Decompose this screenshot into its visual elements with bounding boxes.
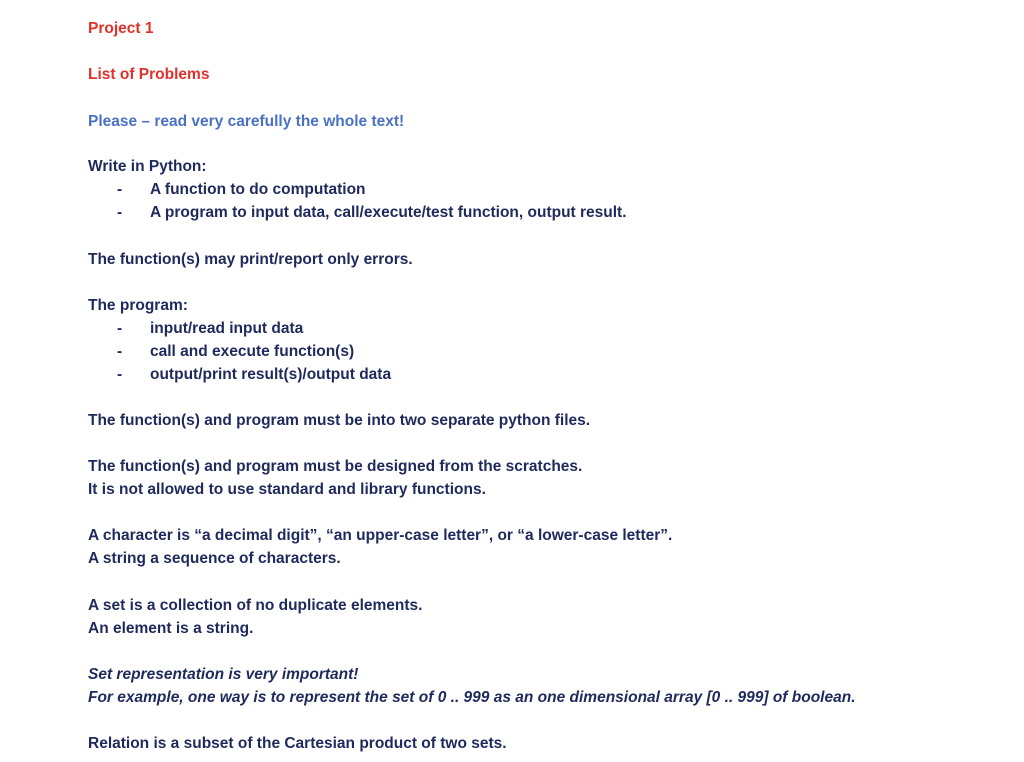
bullet-dash: - [117,320,123,337]
program-item-text: call and execute function(s) [150,343,355,360]
write-item-text: A function to do computation [150,181,366,198]
write-in-python-heading: Write in Python: [88,158,207,175]
set-representation-note: Set representation is very important! [88,666,359,683]
string-definition: A string a sequence of characters. [88,550,341,567]
bullet-dash: - [117,343,123,360]
scratch-text-2: It is not allowed to use standard and library functions. [88,481,486,498]
program-item-text: input/read input data [150,320,304,337]
write-item-text: A program to input data, call/execute/test function, output result. [150,204,627,221]
bullet-dash: - [117,181,123,198]
list-heading: List of Problems [88,66,210,83]
set-representation-example: For example, one way is to represent the set of 0 .. 999 as an one dimensional array [0 .. 999] of boolean. [88,689,856,706]
relation-definition: Relation is a subset of the Cartesian product of two sets. [88,735,507,752]
bullet-dash: - [117,366,123,383]
program-item-text: output/print result(s)/output data [150,366,392,383]
scratch-text-1: The function(s) and program must be designed from the scratches. [88,458,583,475]
element-definition: An element is a string. [88,620,254,637]
program-heading: The program: [88,297,188,314]
separate-files-text: The function(s) and program must be into two separate python files. [88,412,591,429]
character-definition: A character is “a decimal digit”, “an upper-case letter”, or “a lower-case letter”. [88,527,673,544]
function-errors-text: The function(s) may print/report only errors. [88,251,413,268]
read-carefully-notice: Please – read very carefully the whole text! [88,113,405,130]
bullet-dash: - [117,204,123,221]
project-title: Project 1 [88,20,154,37]
set-definition: A set is a collection of no duplicate elements. [88,597,423,614]
